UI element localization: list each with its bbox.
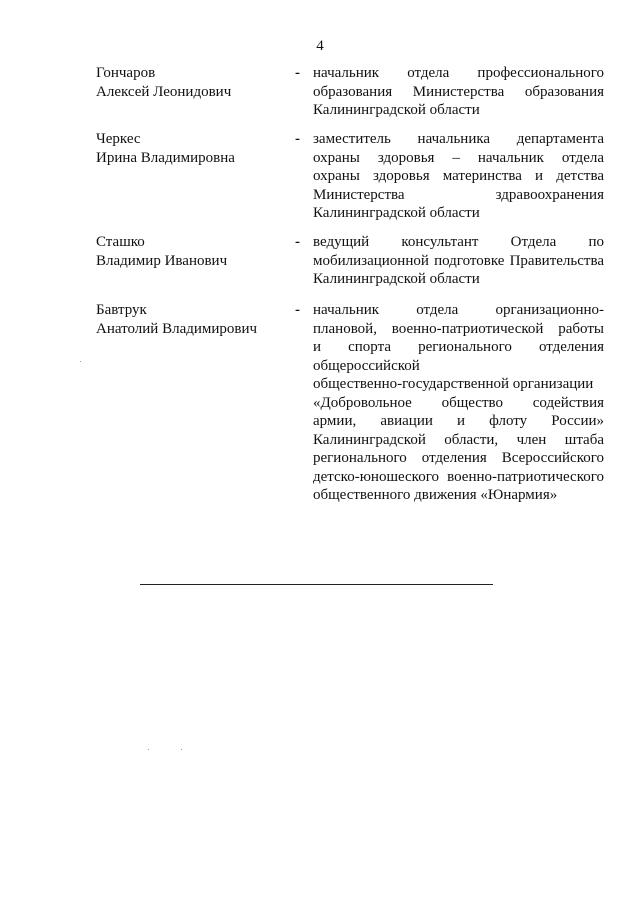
position-line: плановой, военно-патриотической работы	[313, 320, 604, 337]
position-line: регионального отделения Всероссийского	[313, 450, 604, 466]
scan-speck	[181, 749, 182, 750]
position-line: Калининградской области, член штаба	[313, 431, 604, 448]
member-surname: Сташко	[96, 234, 145, 250]
member-position	[313, 233, 604, 289]
member-surname: Гончаров	[96, 65, 156, 81]
member-name	[96, 64, 296, 101]
position-line: и спорта регионального отделения	[313, 339, 604, 355]
position-line: детско-юношеского военно-патриотического	[313, 468, 604, 485]
position-line: ведущий консультант Отдела по	[313, 234, 604, 250]
member-name	[96, 301, 296, 338]
member-surname: Черкес	[96, 131, 141, 147]
position-line: общественного движения «Юнармия»	[313, 487, 558, 503]
position-line: общественно-государственной организации	[313, 376, 594, 392]
member-given-names: Алексей Леонидович	[96, 83, 232, 100]
separator-dash: -	[295, 302, 300, 318]
scan-speck	[148, 749, 149, 750]
separator-dash: -	[295, 131, 300, 147]
member-surname: Бавтрук	[96, 302, 147, 318]
position-line: начальник отдела организационно-	[313, 302, 604, 318]
position-line: армии, авиации и флоту России»	[313, 413, 604, 429]
position-line: Калининградской области	[313, 205, 480, 221]
position-line: заместитель начальника департамента	[313, 131, 604, 147]
position-line: образования Министерства образования	[313, 83, 604, 100]
position-line: мобилизационной подготовке Правительства	[313, 252, 604, 269]
member-name	[96, 233, 296, 270]
page-number: 4	[316, 38, 324, 54]
position-line: общероссийской	[313, 357, 420, 374]
scan-speck	[80, 361, 81, 362]
member-position	[313, 301, 604, 505]
closing-rule	[140, 584, 493, 585]
member-position	[313, 64, 604, 120]
member-position	[313, 130, 604, 223]
position-line: Калининградской области	[313, 271, 480, 287]
position-line: Министерства здравоохранения	[313, 186, 604, 203]
position-line: охраны здоровья – начальник отдела	[313, 149, 604, 166]
member-given-names: Ирина Владимировна	[96, 149, 235, 166]
separator-dash: -	[295, 234, 300, 250]
separator-dash: -	[295, 65, 300, 81]
member-given-names: Владимир Иванович	[96, 252, 228, 269]
member-name	[96, 130, 296, 167]
position-line: «Добровольное общество содействия	[313, 394, 604, 411]
position-line: охраны здоровья материнства и детства	[313, 168, 604, 184]
position-line: Калининградской области	[313, 102, 480, 118]
member-given-names: Анатолий Владимирович	[96, 320, 258, 337]
position-line: начальник отдела профессионального	[313, 65, 604, 81]
